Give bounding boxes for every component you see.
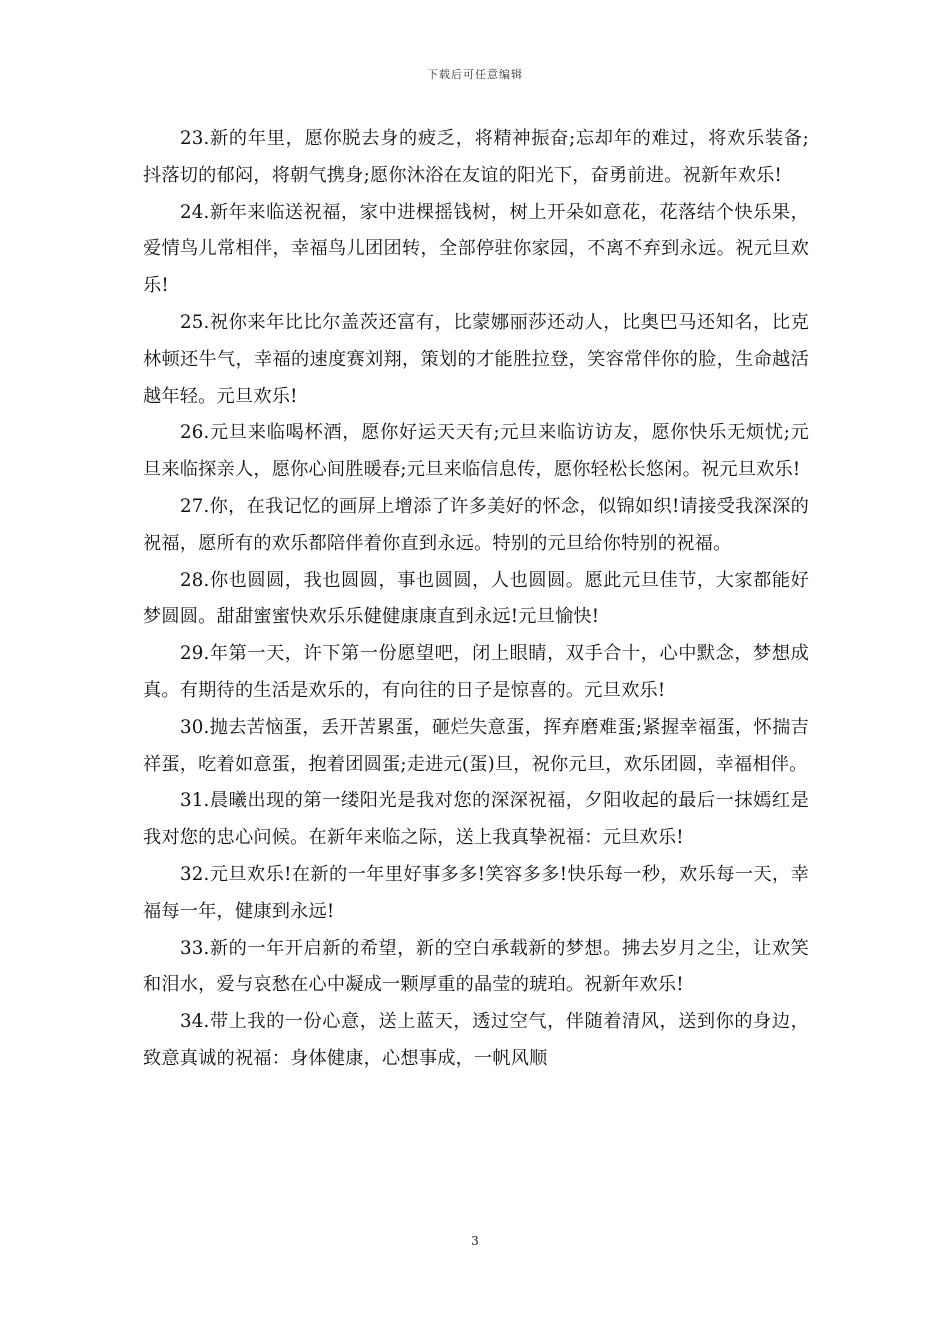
paragraph-23: 23.新的年里，愿你脱去身的疲乏，将精神振奋;忘却年的难过，将欢乐装备;抖落切的郁闷，将朝气携身;愿你沐浴在友谊的阳光下，奋勇前进。祝新年欢乐! [143, 128, 809, 186]
paragraph-27: 27.你，在我记忆的画屏上增添了许多美好的怀念，似锦如织!请接受我深深的祝福，愿所有的欢乐都陪伴着你直到永远。特别的元旦给你特别的祝福。 [143, 495, 809, 554]
page-header: 下载后可任意编辑 [427, 68, 523, 81]
paragraph-34: 34.带上我的一份心意，送上蓝天，透过空气，伴随着清风，送到你的身边，致意真诚的祝福：身体健康，心想事成，一帆风顺 [143, 1011, 809, 1069]
paragraph-33: 33.新的一年开启新的希望，新的空白承载新的梦想。拂去岁月之尘，让欢笑和泪水，爱与哀愁在心中凝成一颗厚重的晶莹的琥珀。祝新年欢乐! [143, 937, 809, 996]
document-body [143, 121, 809, 1078]
paragraph-32: 32.元旦欢乐!在新的一年里好事多多!笑容多多!快乐每一秒，欢乐每一天，幸福每一年，健康到永远! [143, 863, 809, 922]
paragraph-24: 24.新年来临送祝福，家中进棵摇钱树，树上开朵如意花，花落结个快乐果，爱情鸟儿常相伴，幸福鸟儿团团转，全部停驻你家园，不离不弃到永远。祝元旦欢乐! [143, 201, 809, 297]
paragraph-25: 25.祝你来年比比尔盖茨还富有，比蒙娜丽莎还动人，比奥巴马还知名，比克林顿还牛气，幸福的速度赛刘翔，策划的才能胜拉登，笑容常伴你的脸，生命越活越年轻。元旦欢乐! [143, 311, 809, 407]
paragraph-26: 26.元旦来临喝杯酒，愿你好运天天有;元旦来临访访友，愿你快乐无烦忧;元旦来临探亲人，愿你心间胜暖春;元旦来临信息传，愿你轻松长悠闲。祝元旦欢乐! [143, 422, 809, 481]
paragraph-30: 30.抛去苦恼蛋，丢开苦累蛋，砸烂失意蛋，挥弃磨难蛋;紧握幸福蛋，怀揣吉祥蛋，吃着如意蛋，抱着团圆蛋;走进元(蛋)旦，祝你元旦，欢乐团圆，幸福相伴。 [143, 716, 809, 775]
paragraph-31: 31.晨曦出现的第一缕阳光是我对您的深深祝福，夕阳收起的最后一抹嫣红是我对您的忠心问候。在新年来临之际，送上我真挚祝福：元旦欢乐! [143, 790, 809, 849]
paragraph-29: 29.年第一天，许下第一份愿望吧，闭上眼睛，双手合十，心中默念，梦想成真。有期待的生活是欢乐的，有向往的日子是惊喜的。元旦欢乐! [143, 643, 809, 701]
paragraph-28: 28.你也圆圆，我也圆圆，事也圆圆，人也圆圆。愿此元旦佳节，大家都能好梦圆圆。甜甜蜜蜜快欢乐乐健健康康直到永远!元旦愉快! [143, 569, 809, 628]
page-number: 3 [471, 1234, 479, 1248]
